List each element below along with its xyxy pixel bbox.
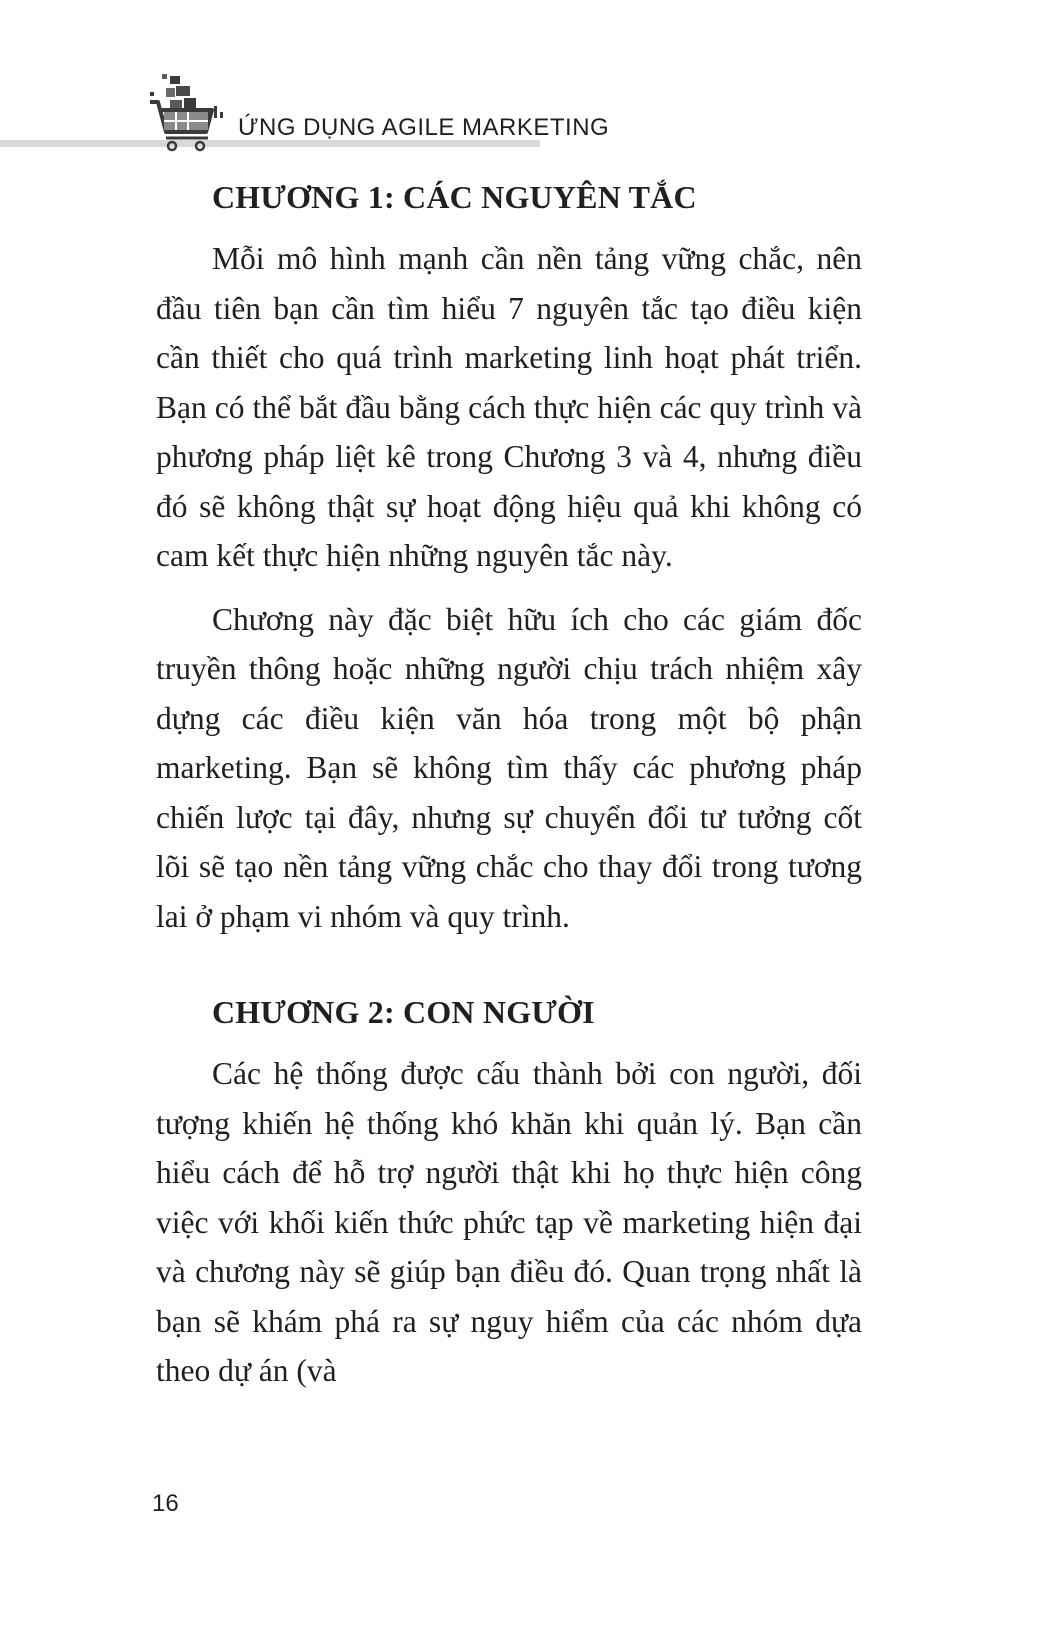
page-number: 16 <box>152 1490 179 1517</box>
page-header <box>0 62 610 152</box>
chapter-2-heading: CHƯƠNG 2: CON NGƯỜI <box>212 994 595 1030</box>
chapter-1-heading: CHƯƠNG 1: CÁC NGUYÊN TẮC <box>212 179 697 215</box>
shopping-cart-icon <box>148 72 226 154</box>
running-head: ỨNG DỤNG AGILE MARKETING <box>238 114 610 141</box>
chapter-1-paragraph-2: Chương này đặc biệt hữu ích cho các giám đốc truyền thông hoặc những người chịu trách nhiệm xây dựng các điều kiện văn hóa trong một bộ phận marketing. Bạn sẽ không tìm thấy các phương pháp chiến lược tại đây, nhưng sự chuyển đổi tư tưởng cốt lõi sẽ tạo nền tảng vững chắc cho thay đổi trong tương lai ở phạm vi nhóm và quy trình. <box>156 601 862 934</box>
page-body <box>156 172 862 1410</box>
chapter-1-paragraph-1: Mỗi mô hình mạnh cần nền tảng vững chắc, nên đầu tiên bạn cần tìm hiểu 7 nguyên tắc tạo điều kiện cần thiết cho quá trình marketing linh hoạt phát triển. Bạn có thể bắt đầu bằng cách thực hiện các quy trình và phương pháp liệt kê trong Chương 3 và 4, nhưng điều đó sẽ không thật sự hoạt động hiệu quả khi không có cam kết thực hiện những nguyên tắc này. <box>156 241 862 573</box>
chapter-2-paragraph-1: Các hệ thống được cấu thành bởi con người, đối tượng khiến hệ thống khó khăn khi quản lý. Bạn cần hiểu cách để hỗ trợ người thật khi họ thực hiện công việc với khối kiến thức phức tạp về marketing hiện đại và chương này sẽ giúp bạn điều đó. Quan trọng nhất là bạn sẽ khám phá ra sự nguy hiểm của các nhóm dựa theo dự án (và <box>156 1056 862 1388</box>
